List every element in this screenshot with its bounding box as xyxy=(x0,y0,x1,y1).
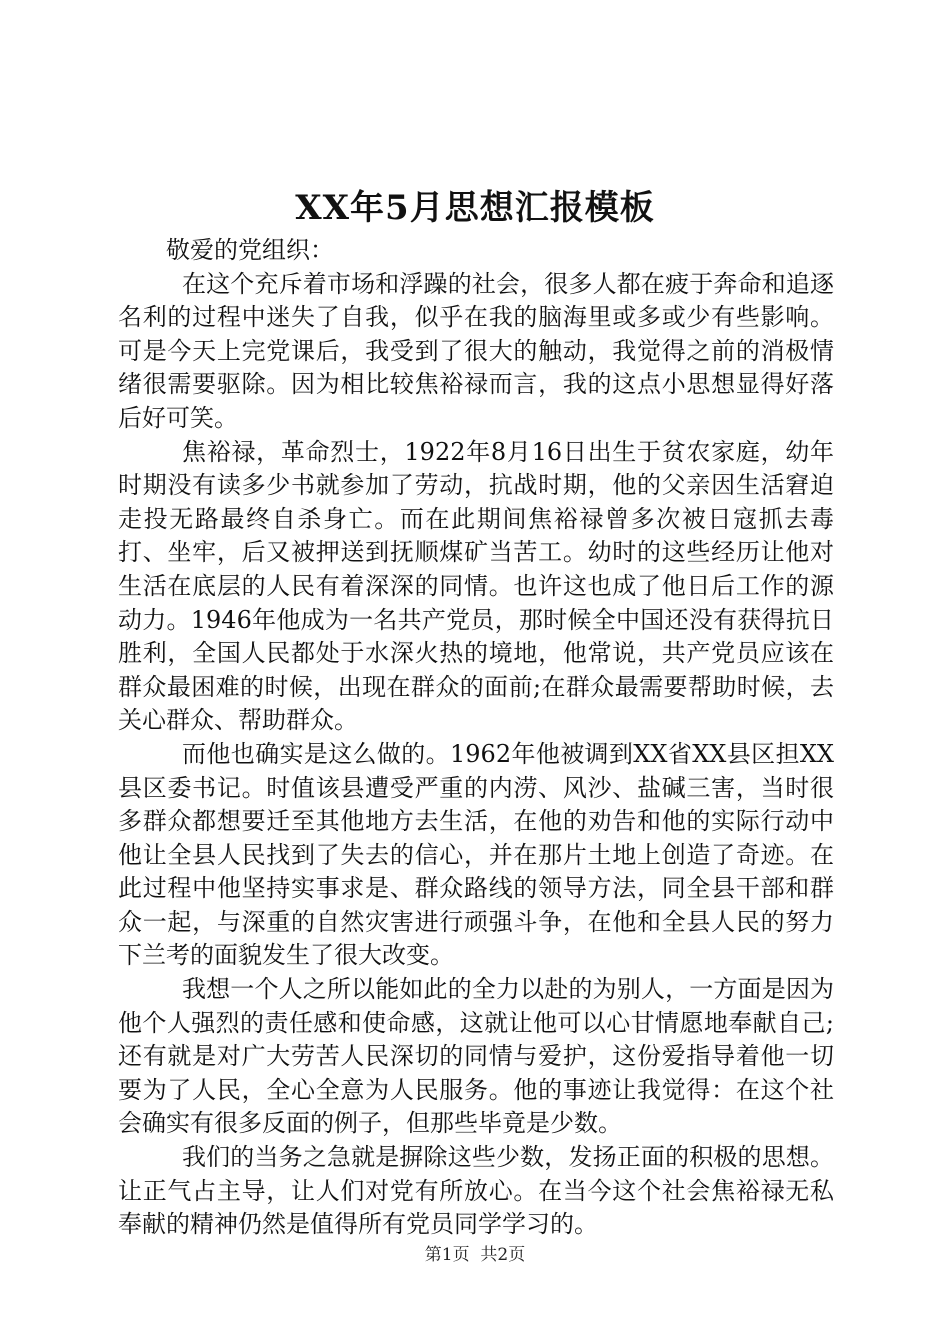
paragraph-3: 而他也确实是这么做的。1962年他被调到XX省XX县区担XX县区委书记。时值该县遭受严重的内涝、风沙、盐碱三害，当时很多群众都想要迁至其他地方去生活，在他的劝告和他的实际行动中他让全县人民找到了失去的信心，并在那片土地上创造了奇迹。在此过程中他坚持实事求是、群众路线的领导方法，同全县干部和群众一起，与深重的自然灾害进行顽强斗争，在他和全县人民的努力下兰考的面貌发生了很大改变。 xyxy=(118,739,834,970)
document-title: XX年5月思想汇报模板 xyxy=(295,188,655,228)
paragraph-1: 在这个充斥着市场和浮躁的社会，很多人都在疲于奔命和追逐名利的过程中迷失了自我，似乎在我的脑海里或多或少有些影响。可是今天上完党课后，我受到了很大的触动，我觉得之前的消极情绪很需要驱除。因为相比较焦裕禄而言，我的这点小思想显得好落后好可笑。 xyxy=(118,269,834,432)
salutation: 敬爱的党组织： xyxy=(166,236,334,264)
document-body xyxy=(118,234,834,1242)
paragraph-4: 我想一个人之所以能如此的全力以赴的为别人，一方面是因为他个人强烈的责任感和使命感，这就让他可以心甘情愿地奉献自己;还有就是对广大劳苦人民深切的同情与爱护，这份爱指导着他一切要为了人民，全心全意为人民服务。他的事迹让我觉得：在这个社会确实有很多反面的例子，但那些毕竟是少数。 xyxy=(118,975,834,1138)
page-footer xyxy=(0,1244,950,1266)
paragraph-5: 我们的当务之急就是摒除这些少数，发扬正面的积极的思想。让正气占主导，让人们对党有所放心。在当今这个社会焦裕禄无私奉献的精神仍然是值得所有党员同学学习的。 xyxy=(118,1143,834,1239)
paragraph-2: 焦裕禄，革命烈士，1922年8月16日出生于贫农家庭，幼年时期没有读多少书就参加了劳动，抗战时期，他的父亲因生活窘迫走投无路最终自杀身亡。而在此期间焦裕禄曾多次被日寇抓去毒打、坐牢，后又被押送到抚顺煤矿当苦工。幼时的这些经历让他对生活在底层的人民有着深深的同情。也许这也成了他日后工作的源动力。1946年他成为一名共产党员，那时候全中国还没有获得抗日胜利，全国人民都处于水深火热的境地，他常说，共产党员应该在群众最困难的时候，出现在群众的面前;在群众最需要帮助时候，去关心群众、帮助群众。 xyxy=(118,437,834,735)
page-indicator: 第1页 共2页 xyxy=(424,1245,526,1265)
